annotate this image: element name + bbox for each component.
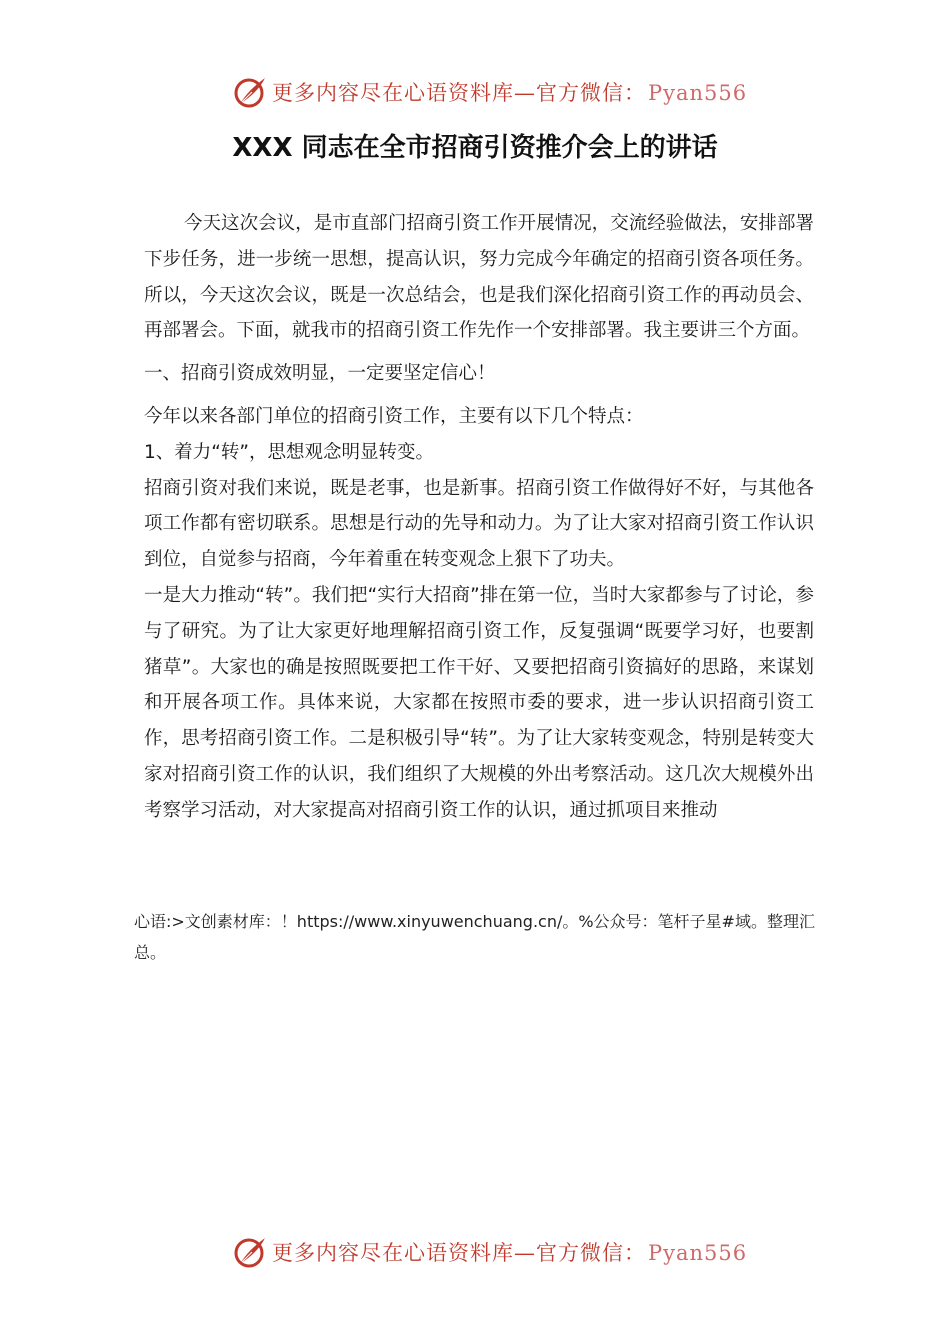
- banner-site: 更多内容尽在心语资料库: [272, 1241, 514, 1265]
- footer-banner: [0, 1230, 950, 1274]
- banner-dash: —: [514, 1241, 536, 1265]
- section-heading-1: 一、招商引资成效明显，一定要坚定信心！: [144, 363, 496, 385]
- banner-text: [272, 77, 747, 107]
- quill-logo-icon: [232, 74, 268, 110]
- banner-wechat-label: 官方微信：: [536, 81, 646, 105]
- document-body: [144, 206, 814, 829]
- document-title: XXX 同志在全市招商引资推介会上的讲话: [232, 133, 718, 163]
- banner-wechat-label: 官方微信：: [536, 1241, 646, 1265]
- banner-site: 更多内容尽在心语资料库: [272, 81, 514, 105]
- banner-dash: —: [514, 81, 536, 105]
- header-banner: [0, 70, 950, 114]
- banner-wechat-id: Pyan556: [648, 1241, 748, 1265]
- paragraph-intro: 今天这次会议，是市直部门招商引资工作开展情况，交流经验做法，安排部署下步任务，进一步统一思想，提高认识，努力完成今年确定的招商引资各项任务。所以，今天这次会议，既是一次总结会，也是我们深化招商引资工作的再动员会、再部署会。下面，就我市的招商引资工作先作一个安排部署。我主要讲三个方面。: [144, 213, 814, 342]
- subheading-1: 1、着力“转”，思想观念明显转变。: [144, 441, 434, 463]
- banner-text: [272, 1237, 747, 1267]
- paragraph-features: 今年以来各部门单位的招商引资工作，主要有以下几个特点：: [144, 405, 644, 427]
- paragraph-promote: 一是大力推动“转”。我们把“实行大招商”排在第一位，当时大家都参与了讨论，参与了研究。为了让大家更好地理解招商引资工作，反复强调“既要学习好，也要割猪草”。大家也的确是按照既要把工作干好、又要把招商引资搞好的思路，来谋划和开展各项工作。具体来说，大家都在按照市委的要求，进一步认识招商引资工作，思考招商引资工作。二是积极引导“转”。为了让大家转变观念，特别是转变大家对招商引资工作的认识，我们组织了大规模的外出考察活动。这几次大规模外出考察学习活动，对大家提高对招商引资工作的认识，通过抓项目来推动: [144, 584, 814, 821]
- banner-wechat-id: Pyan556: [648, 81, 748, 105]
- footnote-source: 心语:>文创素材库：！https://www.xinyuwenchuang.cn/。%公众号：笔杆子星#域。整理汇总。: [134, 912, 815, 962]
- paragraph-mindset: 招商引资对我们来说，既是老事，也是新事。招商引资工作做得好不好，与其他各项工作都有密切联系。思想是行动的先导和动力。为了让大家对招商引资工作认识到位，自觉参与招商，今年着重在转变观念上狠下了功夫。: [144, 477, 814, 571]
- quill-logo-icon: [232, 1234, 268, 1270]
